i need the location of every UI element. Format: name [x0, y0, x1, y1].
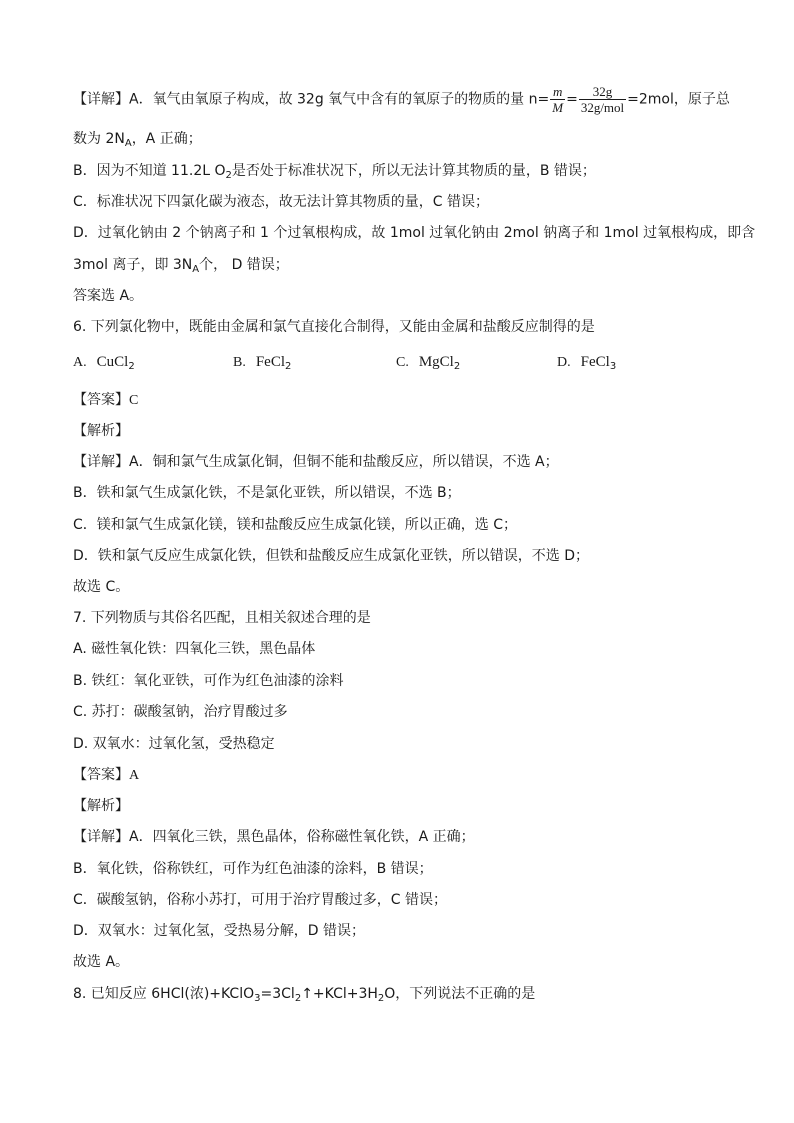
q5-option-b-explain: B．因为不知道 11.2L $O_2$是否处于标准状况下，所以无法计算其物质的量，B 错误；	[73, 163, 596, 181]
q7-analysis-tag: 【解析】	[73, 798, 129, 814]
q7-detail-c: C．碳酸氢钠，俗称小苏打，可用于治疗胃酸过多，C 错误；	[73, 892, 447, 908]
q7-detail-a: 【详解】A．四氧化三铁，黑色晶体，俗称磁性氧化铁，A 正确；	[73, 829, 475, 845]
q6-answer-line: 【答案】C	[73, 392, 139, 408]
detail-tag: 【详解】	[73, 91, 129, 108]
q6-option-b: B. FeCl$_2$	[233, 354, 292, 372]
q7-option-c: C. 苏打：碳酸氢钠，治疗胃酸过多	[73, 704, 288, 720]
q6-option-a: A. CuCl$_2$	[73, 354, 135, 372]
q5-a-text: A．氧气由氧原子构成，故 32g 氧气中含有的氧原子的物质的量 n=	[129, 91, 550, 108]
q6-detail-d: D．铁和氯气反应生成氯化铁，但铁和盐酸反应生成氯化亚铁，所以错误，不选 D；	[73, 548, 590, 564]
q7-answer-line: 【答案】A	[73, 767, 140, 783]
q6-option-c: C. MgCl$_2$	[396, 354, 461, 372]
q7-conclusion: 故选 A。	[73, 954, 130, 970]
q6-stem: 6. 下列氯化物中，既能由金属和氯气直接化合制得，又能由金属和盐酸反应制得的是	[73, 319, 595, 335]
fraction-32g-over-32gmol: $\frac{32g}{\text{32g/mol}}$	[580, 84, 625, 115]
q7-detail-b: B．氧化铁，俗称铁红，可作为红色油漆的涂料，B 错误；	[73, 861, 433, 877]
q5-option-d-explain-2: 3mol 离子，即 $3N_A$个， D 错误；	[73, 257, 289, 275]
q7-stem: 7. 下列物质与其俗名匹配，且相关叙述合理的是	[73, 610, 371, 626]
q5-option-d-explain-1: D．过氧化钠由 2 个钠离子和 1 个过氧根构成，故 1mol 过氧化钠由 2mol 钠离子和 1mol 过氧根构成，即含	[73, 225, 756, 241]
answer-tag: 【答案】	[73, 392, 129, 408]
q7-option-a: A. 磁性氧化铁：四氧化三铁，黑色晶体	[73, 641, 316, 657]
q7-option-b: B. 铁红：氧化亚铁，可作为红色油漆的涂料	[73, 673, 344, 689]
q6-option-d: D. FeCl$_3$	[557, 354, 617, 372]
q6-analysis-tag: 【解析】	[73, 423, 129, 439]
q6-detail-b: B．铁和氯气生成氯化铁，不是氯化亚铁，所以错误，不选 B；	[73, 485, 461, 501]
q5-detail-line1: 【详解】A．氧气由氧原子构成，故 32g 氧气中含有的氧原子的物质的量 n= $\frac{m}{M}$ = $\frac{32g}{\text{32g/mol}}$ =2mol，原子总	[73, 84, 730, 115]
q7-option-d: D. 双氧水：过氧化氢，受热稳定	[73, 736, 275, 752]
q5-option-c-explain: C．标准状况下四氯化碳为液态，故无法计算其物质的量，C 错误；	[73, 194, 489, 210]
q7-detail-d: D．双氧水：过氧化氢，受热易分解，D 错误；	[73, 923, 366, 939]
q5-answer: 答案选 A。	[73, 288, 144, 304]
answer-tag: 【答案】	[73, 767, 129, 783]
fraction-m-over-M: $\frac{m}{M}$	[552, 84, 564, 115]
q6-conclusion: 故选 C。	[73, 579, 130, 595]
q8-stem: 8. 已知反应 6HCl(浓)$+KClO_3=3Cl_2↑+KCl+3H_2O$，下列说法不正确的是	[73, 986, 536, 1004]
q5-detail-line2: 数为 $2N_A$，A 正确；	[73, 131, 202, 149]
q6-detail-a: 【详解】A．铜和氯气生成氯化铜，但铜不能和盐酸反应，所以错误，不选 A；	[73, 454, 559, 470]
q6-detail-c: C．镁和氯气生成氯化镁，镁和盐酸反应生成氯化镁，所以正确，选 C；	[73, 517, 517, 533]
